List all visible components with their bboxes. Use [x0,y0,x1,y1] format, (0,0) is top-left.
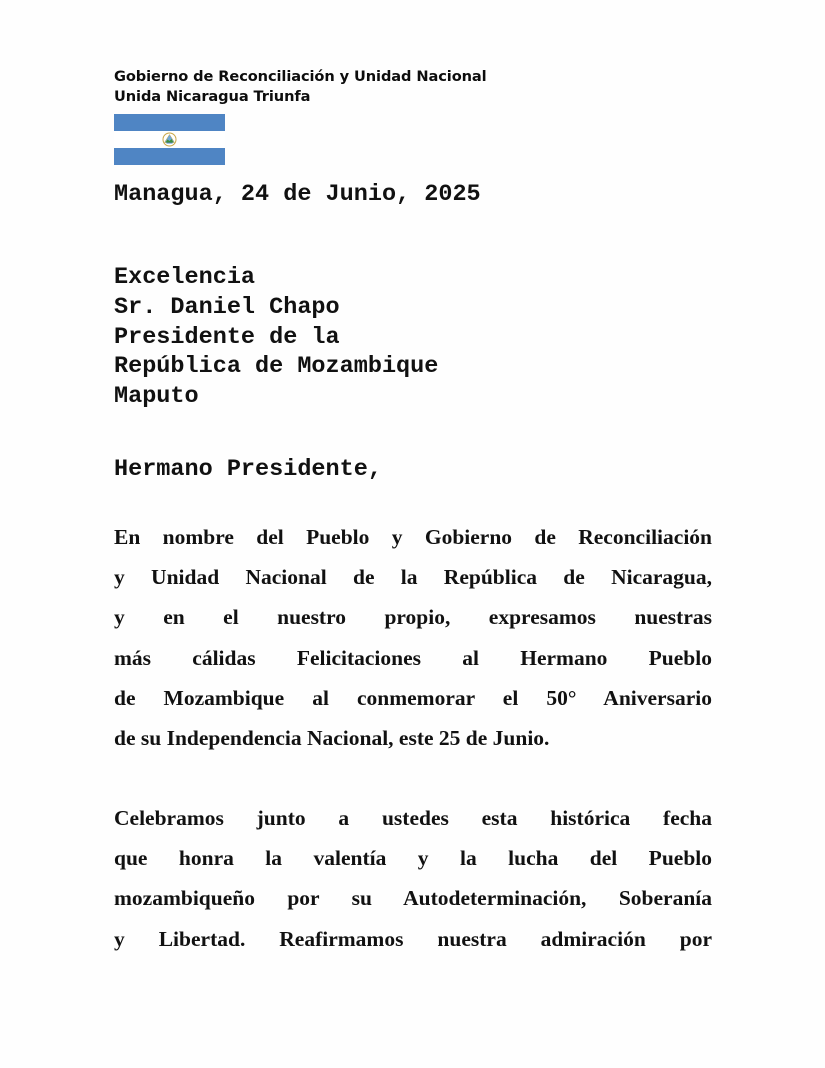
flag-bottom-stripe [114,148,225,165]
paragraph-line: y Libertad. Reafirmamos nuestra admiración por [114,926,712,951]
body-paragraph-1 [114,517,712,758]
recipient-country: República de Mozambique [114,353,439,381]
paragraph-line: más cálidas Felicitaciones al Hermano Pueblo [114,645,712,670]
paragraph-line: de su Independencia Nacional, este 25 de Junio. [114,725,550,750]
paragraph-line: que honra la valentía y la lucha del Pueblo [114,846,712,871]
paragraph-line: de Mozambique al conmemorar el 50° Aniversario [114,685,712,710]
paragraph-line: y Unidad Nacional de la República de Nicaragua, [114,565,712,590]
nicaragua-flag-icon [114,114,225,165]
letterhead-slogan: Unida Nicaragua Triunfa [114,88,311,105]
recipient-address-block [114,263,438,412]
recipient-honorific: Excelencia [114,264,256,291]
recipient-name: Sr. Daniel Chapo [114,293,340,321]
recipient-title: Presidente de la [114,323,340,351]
letterhead [114,67,487,107]
paragraph-line: mozambiqueño por su Autodeterminación, Soberanía [114,886,712,911]
paragraph-line: Celebramos junto a ustedes esta histórica fecha [114,806,712,830]
letter-date: Managua, 24 de Junio, 2025 [114,181,481,208]
salutation: Hermano Presidente, [114,456,382,483]
letterhead-government-name: Gobierno de Reconciliación y Unidad Nacional [114,68,487,85]
paragraph-line: En nombre del Pueblo y Gobierno de Reconciliación [114,525,712,549]
body-paragraph-2 [114,798,712,959]
flag-middle-stripe [114,131,225,148]
coat-of-arms-icon [162,132,177,147]
paragraph-line: y en el nuestro propio, expresamos nuestras [114,605,712,630]
recipient-city: Maputo [114,383,199,411]
flag-top-stripe [114,114,225,131]
